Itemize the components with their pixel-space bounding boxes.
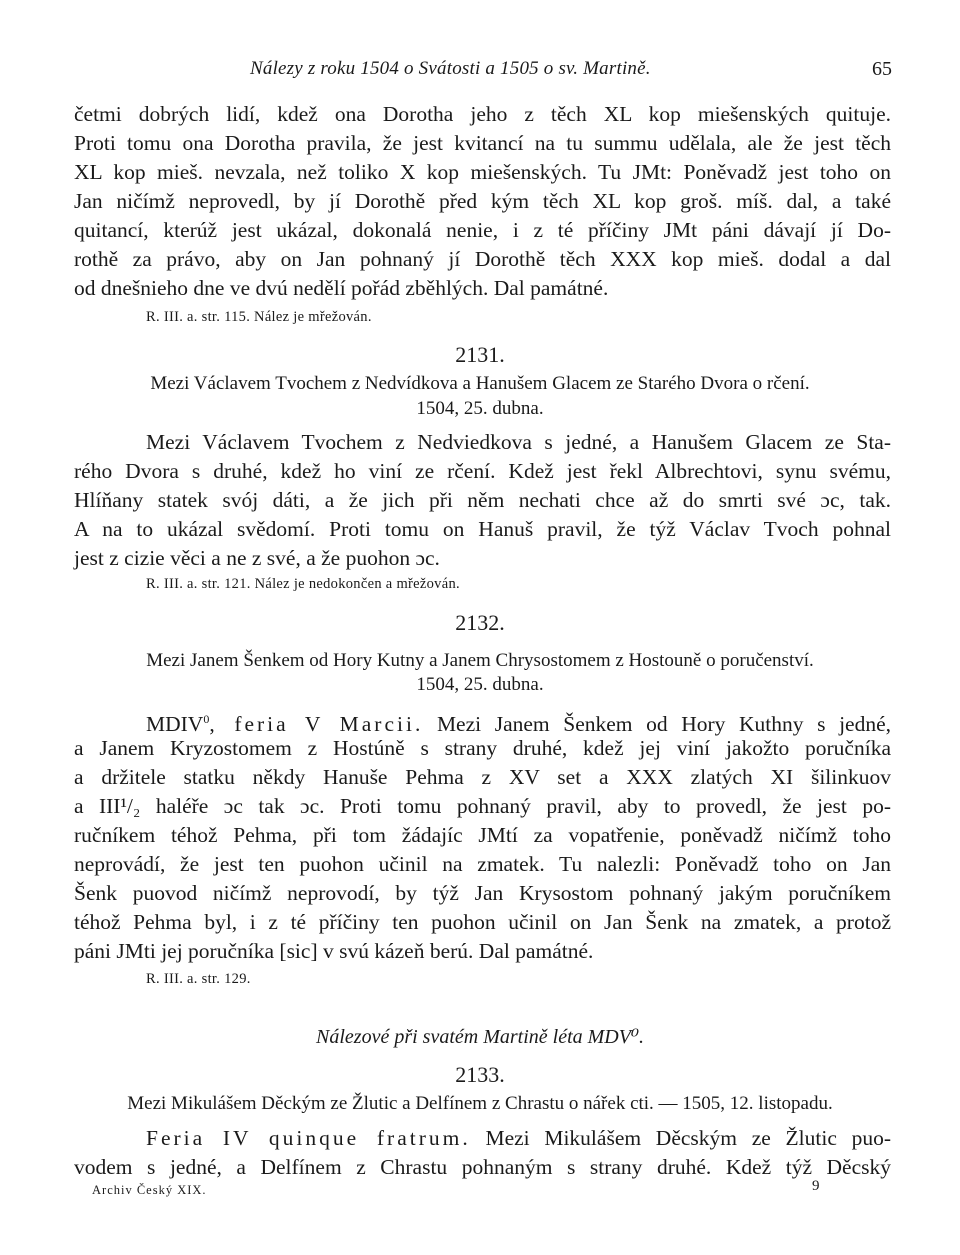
text-line: od dnešnieho dne ve dvú nedělí pořád zběhlých. Dal památné. <box>74 276 609 300</box>
date-roman: MDIV <box>146 712 204 737</box>
text-line: Mezi Václavem Tvochem z Nedviedkova s jedné, a Hanušem Glacem ze Sta- <box>146 430 891 454</box>
text-line: Proti tomu ona Dorotha pravila, že jest kvitancí na tu summu udělala, ale že jest těch <box>74 131 891 155</box>
entry-number: 2132. <box>455 610 505 635</box>
page-number: 65 <box>872 58 892 80</box>
entry-number: 2133. <box>455 1062 505 1087</box>
text-line: rothě za právo, aby on Jan pohnaný jí Dorothě těch XXX kop mieš. dodal a dal <box>74 247 891 271</box>
text-line: XL kop mieš. nevzala, než toliko X kop miešenských. Tu JMt: Poněvadž jest toho on <box>74 160 891 184</box>
entry-regest: Mezi Janem Šenkem od Hory Kutny a Janem Chrysostomem z Hostouně o poručenství. <box>146 650 814 671</box>
text-line: Hlíňany statek svój dáti, a že jich při něm nechati chce až do smrti své ɔc, tak. <box>74 488 891 512</box>
text-line: Jan ničímž neprovedl, by jí Dorothě před kým těch XL kop groš. míš. dal, a také <box>74 189 891 213</box>
text-line: a držitele statku někdy Hanuše Pehma z XV set a XXX zlatých XI šilinkuov <box>74 765 891 789</box>
source-reference: R. III. a. str. 129. <box>146 971 251 987</box>
text-line: četmi dobrých lidí, kdež ona Dorotha jeho z těch XL kop miešenských quituje. <box>74 102 891 126</box>
footer-signature-mark: 9 <box>812 1178 820 1194</box>
entry-number: 2131. <box>455 342 505 367</box>
text-line: jest z cizie věci a ne z své, a že puohon ɔc. <box>74 546 440 570</box>
text-line <box>146 1124 891 1152</box>
text-line: a Janem Kryzostomem z Hostúně s strany druhé, kdež jej viní jakožto poručníka <box>74 736 891 760</box>
entry-date: 1504, 25. dubna. <box>416 398 544 419</box>
source-reference: R. III. a. str. 115. Nález je mřežován. <box>146 309 372 325</box>
entry-regest: Mezi Mikulášem Děckým ze Žlutic a Delfínem z Chrastu o nářek cti. — 1505, 12. listopadu. <box>127 1093 833 1114</box>
section-heading: Nálezové při svatém Martině léta MDV⁰. <box>316 1026 644 1048</box>
text-line: quitancí, kterúž jest ukázal, dokonalá nenie, i z té příčiny JMt páni dávají jí Do- <box>74 218 891 242</box>
text-line: neprovádí, že jest ten puohon učinil na zmatek. Tu nalezli: Poněvadž toho on Jan <box>74 852 891 876</box>
feast-name: , feria V Marcii. <box>209 712 424 737</box>
text-line: rého Dvora s druhé, kdež ho viní ze rčení. Kdež jest řekl Albrechtovi, synu svému, <box>74 459 891 483</box>
text-line: téhož Pehma byl, i z té příčiny ten puohon učinil on Jan Šenk na zmatek, a protož <box>74 910 891 934</box>
text-line: páni JMti jej poručníka [sic] v svú kázeň berú. Dal památné. <box>74 939 594 963</box>
text-line: vodem s jedné, a Delfínem z Chrastu pohnaným s strany druhé. Kdež týž Děcský <box>74 1155 891 1179</box>
text-run: Mezi Mikulášem Děcským ze Žlutic puo- <box>470 1126 891 1150</box>
entry-date: 1504, 25. dubna. <box>416 674 544 695</box>
text-line: Šenk puovod ničímž neprovodí, by týž Jan Krysostom pohnaný jakým poručníkem <box>74 881 891 905</box>
superscript: 0 <box>203 712 210 726</box>
source-reference: R. III. a. str. 121. Nález je nedokončen a mřežován. <box>146 576 460 592</box>
text-line: A na to ukázal svědomí. Proti tomu on Hanuš pravil, že týž Václav Tvoch pohnal <box>74 517 891 541</box>
text-line: a III¹/₂ haléře ɔc tak ɔc. Proti tomu pohnaný pravil, aby to provedl, že jest po- <box>74 794 891 818</box>
running-title: Nálezy z roku 1504 o Svátosti a 1505 o sv. Martině. <box>250 58 651 79</box>
text-run: Mezi Janem Šenkem od Hory Kuthny s jedné, <box>423 712 892 737</box>
feast-name: Feria IV quinque fratrum. <box>146 1126 471 1150</box>
footer-archive-title: Archiv Český XIX. <box>92 1183 207 1197</box>
text-line: ručníkem téhož Pehma, při tom žádajíc JMtí za vopatřenie, poněvadž ničímž toho <box>74 823 891 847</box>
entry-regest: Mezi Václavem Tvochem z Nedvídkova a Hanušem Glacem ze Starého Dvora o rčení. <box>150 373 810 394</box>
